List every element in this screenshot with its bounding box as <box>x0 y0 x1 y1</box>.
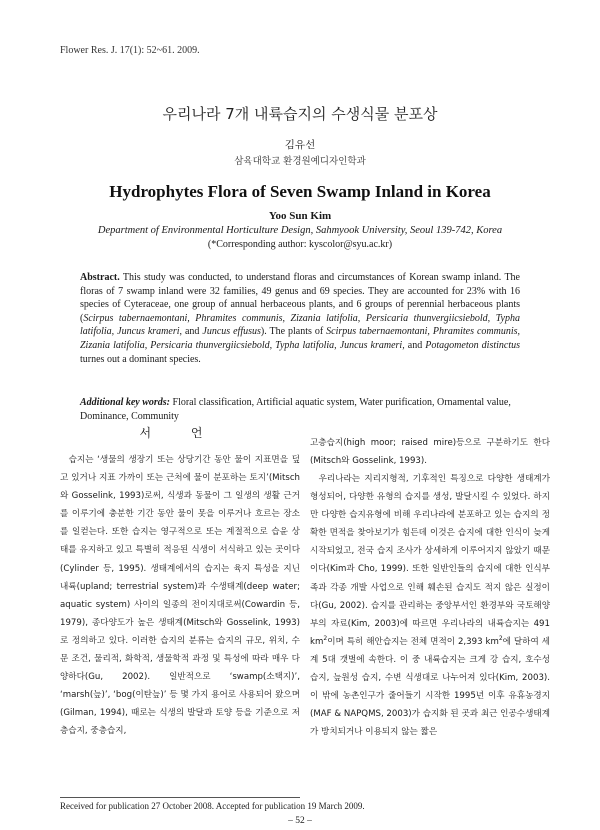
footnote-received: Received for publication 27 October 2008. Accepted for publication 19 March 2009. <box>60 801 365 811</box>
superscript-2-b: 2 <box>498 634 503 642</box>
right-column-paragraph-1: 고층습지(high moor; raised mire)등으로 구분하기도 한다(Mitsch와 Gosselink, 1993). <box>310 438 550 467</box>
abstract-label: Abstract. <box>80 272 120 283</box>
corresponding-author: (*Corresponding author: kyscolor@syu.ac.kr) <box>207 239 393 250</box>
abstract-seg-6: and <box>404 339 426 351</box>
abstract-seg-2: , and <box>179 326 203 338</box>
right-p2-part-b: 이며 특히 해안습지는 전체 면적이 2,393 km <box>327 636 499 647</box>
section-title: 서 언 <box>139 426 221 440</box>
page-number: – 52 – <box>288 816 312 826</box>
keywords <box>80 396 520 423</box>
keywords-text: Floral classification, Artificial aquatic system, Water purification, Ornamental value, Dominance, Community <box>80 397 511 422</box>
korean-affiliation: 삼육대학교 환경원예디자인학과 <box>234 156 366 167</box>
footnote-divider <box>60 797 300 798</box>
abstract-seg-3: Juncus effusus <box>202 326 261 338</box>
right-p2-part-c: 에 달하여 세계 5대 갯벌에 속한다. 이 중 내륙습지는 크게 강 습지, 호수성 습지, 늪원성 습지, 수변 식생대로 나누어져 있다(Kim, 2003). 이 밖에 농촌인구가 줄어들기 시작한 1995년 이후 유휴농경지(MAF & NAPQMS, 2003)가 습지화 된 곳과 최근 인공수생태계가 방치되거나 이용되지 않는 짧은 <box>310 636 550 738</box>
abstract-seg-4: ). The plants of <box>260 326 327 338</box>
abstract-seg-5: Scirpus tabernaemontani, Phramites communis, Zizania latifolia, Persicaria thunvergiicsiebold, Typha latifolia, Juncus krameri, <box>80 326 520 351</box>
abstract-seg-7: Potagometon distinctus <box>425 339 520 351</box>
korean-title: 우리나라 7개 내륙습지의 수생식물 분포상 <box>162 105 438 123</box>
english-affiliation: Department of Environmental Horticulture Design, Sahmyook University, Seoul 139-742, Korea <box>97 225 503 236</box>
keywords-label: Additional key words: <box>80 397 171 408</box>
right-p2-part-a: 우리나라는 지리지형적, 기후적인 특징으로 다양한 생태계가 형성되어, 다양한 유형의 습지를 생성, 발달시킬 수 있었다. 하지만 다양한 습지유형에 비해 우리나라에 분포하고 있는 습지의 정확한 면적을 찾아보기가 힘든데 이것은 습지에 대한 인식이 늦게 시작되었고, 전국 습지 조사가 상세하게 이루어지지 않았기 때문이다(Kim과 Cho, 1999). 또한 일반인들의 습지에 대한 인식부족과 각종 개발 사업으로 인해 훼손된 습지도 적지 않은 실정이다(Gu, 2002). 습지를 관리하는 중앙부서인 환경부와 국토해양부의 자료(Kim, 2003)에 따르면 우리나라의 내륙습지는 491 km <box>310 474 550 647</box>
abstract-seg-8: turnes out a dominant species. <box>80 353 201 365</box>
english-author: Yoo Sun Kim <box>268 210 332 222</box>
abstract <box>80 271 520 366</box>
korean-author: 김유선 <box>284 139 316 151</box>
left-column-paragraph: 습지는 ‘생물의 생장기 또는 상당기간 동안 물이 지표면을 덮고 있거나 지표 가까이 또는 근처에 물이 분포하는 토지’(Mitsch와 Gosselink, 1993)로써, 식생과 동물이 그 일생의 생활 근거를 이루기에 충분한 기간 동안 물이 못을 이루거나 흐르는 장소를 일컫는다. 또한 습지는 영구적으로 또는 계절적으로 습윤 상태를 유지하고 있고 특별히 적응된 식생이 서식하고 있는 곳이다(Cylinder 등, 1995). 생태계에서의 습지는 육지 특성을 지닌 내륙(upland; terrestrial system)과 수생태계(deep water; aquatic system) 사이의 일종의 전이지대로써(Cowardin 등, 1979), 종다양도가 높은 생태계(Mitsch와 Gosselink, 1993)로 정의하고 있다. 이러한 습지의 분류는 습지의 규모, 위치, 수문 조건, 물리적, 화학적, 생물학적 과정 및 특성에 따라 매우 다양하다(Gu, 2002). 일반적으로 ‘swamp(소택지)’, ‘marsh(늪)’, ‘bog(이탄늪)’ 등 몇 가지 용어로 사용되어 왔으며(Gilman, 1994), 때로는 식생의 발달과 토양 등을 기준으로 저층습지, 중층습지, <box>60 455 300 737</box>
abstract-seg-0: This study was conducted, to understand floras and circumstances of Korean swamp inland. The floras of 7 swamp inland were 32 families, 49 genus and 69 species. They are accounted for 23% with 16 species of Cyteraceae, one group of annual herbaceous plants, and 6 groups of perennial herbaceous plants ( <box>80 272 520 324</box>
running-head: Flower Res. J. 17(1): 52~61. 2009. <box>60 45 200 56</box>
english-title: Hydrophytes Flora of Seven Swamp Inland in Korea <box>109 182 491 201</box>
superscript-2-a: 2 <box>323 634 328 642</box>
right-column-paragraph-2 <box>310 470 550 741</box>
abstract-seg-1: Scirpus tabernaemontani, Phramites communis, Zizania latifolia, Persicaria thunvergiicsiebold, Typha latifolia, Juncus krameri <box>80 312 520 338</box>
